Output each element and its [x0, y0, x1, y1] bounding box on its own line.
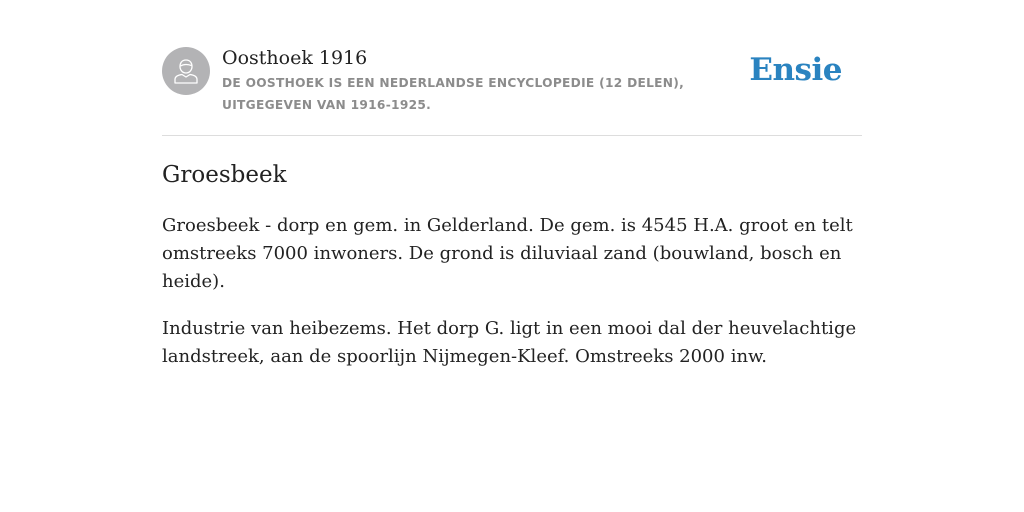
page: [162, 0, 862, 367]
article-paragraph: Industrie van heibezems. Het dorp G. ligt in een mooi dal der heuvelachtige landstreek, aan de spoorlijn Nijmegen-Kleef. Omstreeks 2000 inw.: [162, 318, 857, 367]
avatar[interactable]: [162, 47, 210, 95]
article-body: [162, 212, 862, 390]
user-icon: [173, 57, 199, 85]
source-header: [162, 0, 862, 136]
article-title: Groesbeek: [162, 162, 287, 188]
article-paragraph: Groesbeek - dorp en gem. in Gelderland. De gem. is 4545 H.A. groot en telt omstreeks 7000 inwoners. De grond is diluviaal zand (bouwland, bosch en heide).: [162, 215, 853, 292]
source-description: DE OOSTHOEK IS EEN NEDERLANDSE ENCYCLOPEDIE (12 DELEN), UITGEGEVEN VAN 1916-1925.: [222, 76, 685, 112]
ensie-logo[interactable]: Ensie: [749, 52, 842, 88]
source-name[interactable]: Oosthoek 1916: [222, 47, 368, 69]
